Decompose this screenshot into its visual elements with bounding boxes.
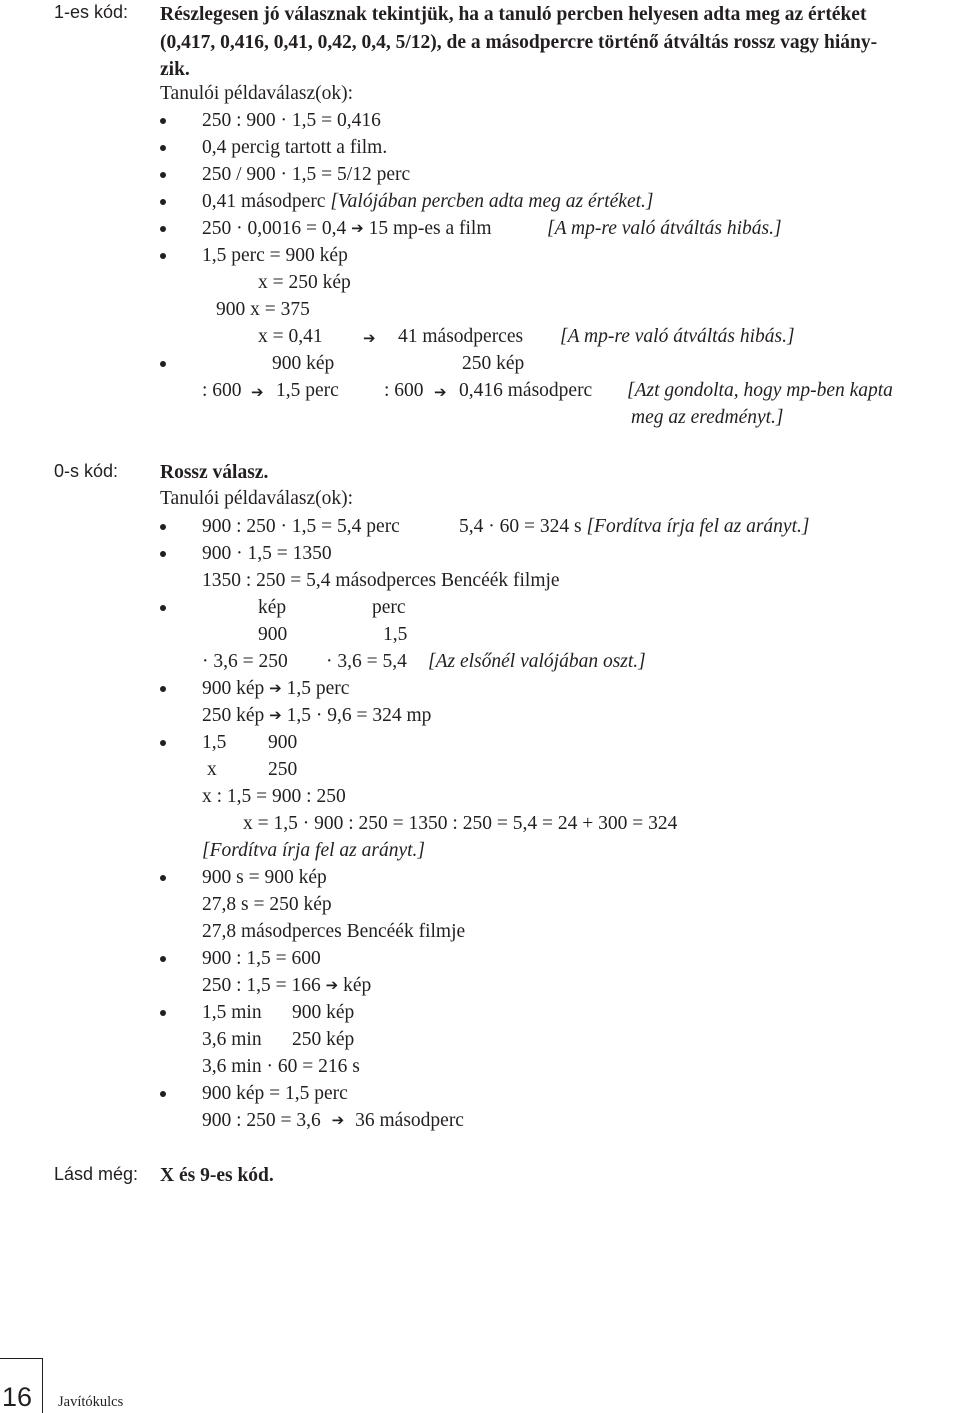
bullet-icon — [160, 172, 166, 178]
example-line: 900 kép — [292, 1002, 355, 1023]
arrow-right-icon: ➔ — [363, 329, 376, 347]
example-line: 0,4 percig tartott a film. — [202, 137, 388, 158]
bullet-icon — [160, 253, 166, 259]
example-line: x = 1,5 · 900 : 250 = 1350 : 250 = 5,4 = 24 + 300 = 324 — [243, 813, 678, 834]
example-line: · 3,6 = 5,4 — [326, 651, 407, 672]
bullet-icon — [160, 605, 166, 611]
footer-title: Javítókulcs — [58, 1394, 124, 1410]
example-line: 900 · 1,5 = 1350 — [202, 543, 332, 564]
bullet-icon — [160, 686, 166, 692]
footer-rule — [0, 1358, 42, 1359]
example-line: 0,416 másodperc — [459, 380, 593, 401]
bullet-icon — [160, 226, 166, 232]
footer-divider — [42, 1358, 43, 1413]
example-comment: [A mp-re való átváltás hibás.] — [560, 326, 795, 347]
example-line — [202, 702, 431, 729]
code-1-intro-line-2: (0,417, 0,416, 0,41, 0,42, 0,4, 5/12), de a másodpercre történő átváltás rossz vagy hiány- — [160, 32, 878, 53]
example-line: perc — [372, 597, 406, 618]
example-line: 900 kép — [272, 353, 335, 374]
bullet-icon — [160, 875, 166, 881]
example-line: 1350 : 250 = 5,4 másodperces Bencéék filmje — [202, 570, 560, 591]
example-text: 900 : 250 = 3,6 — [202, 1110, 321, 1131]
example-line: x — [207, 759, 217, 780]
bullet-icon — [160, 740, 166, 746]
bullet-icon — [160, 145, 166, 151]
example-comment: [Az elsőnél valójában oszt.] — [428, 651, 646, 672]
example-line: · 3,6 = 250 — [202, 651, 288, 672]
example-text: 1,5 perc — [286, 678, 350, 699]
example-line: : 600 — [384, 380, 424, 401]
page-number: 16 — [2, 1382, 33, 1412]
example-line: 1,5 perc = 900 kép — [202, 245, 348, 266]
example-text: kép — [343, 975, 372, 996]
example-line: 3,6 min — [202, 1029, 262, 1050]
example-line — [202, 972, 371, 999]
example-line: 900 x = 375 — [216, 299, 310, 320]
bullet-icon — [160, 551, 166, 557]
example-comment: [A mp-re való átváltás hibás.] — [547, 218, 782, 239]
code-1-examples-heading: Tanulói példaválasz(ok): — [160, 83, 354, 104]
example-line: 900 — [258, 624, 288, 645]
example-text: 250 · 0,0016 = 0,4 — [202, 218, 347, 239]
example-text: 250 : 1,5 = 166 — [202, 975, 321, 996]
example-line — [202, 188, 653, 215]
example-line — [202, 215, 492, 242]
example-text: 0,41 másodperc — [202, 191, 331, 212]
code-0-title: Rossz válasz. — [160, 462, 269, 483]
bullet-icon — [160, 361, 166, 367]
example-line: 250 : 900 · 1,5 = 0,416 — [202, 110, 381, 131]
example-line: 27,8 másodperces Bencéék filmje — [202, 921, 466, 942]
example-line: 1,5 — [202, 732, 227, 753]
example-text: 15 mp-es a film — [368, 218, 492, 239]
example-line: : 600 — [202, 380, 242, 401]
arrow-right-icon: ➔ — [434, 383, 447, 401]
example-line: 900 s = 900 kép — [202, 867, 327, 888]
example-line: 250 / 900 · 1,5 = 5/12 perc — [202, 164, 411, 185]
example-line — [459, 513, 809, 540]
arrow-right-icon: ➔ — [269, 706, 282, 724]
example-text: 900 kép — [202, 678, 265, 699]
arrow-right-icon: ➔ — [251, 383, 264, 401]
bullet-icon — [160, 524, 166, 530]
example-comment: meg az eredményt.] — [631, 407, 784, 428]
example-line: x = 0,41 — [258, 326, 323, 347]
example-line: 250 kép — [292, 1029, 355, 1050]
example-line: 900 : 1,5 = 600 — [202, 948, 321, 969]
code-1-intro-line-1: Részlegesen jó válasznak tekintjük, ha a tanuló percben helyesen adta meg az értéket — [160, 4, 867, 25]
example-text: 1,5 · 9,6 = 324 mp — [286, 705, 432, 726]
example-comment: [Fordítva írja fel az arányt.] — [586, 516, 810, 537]
example-line: kép — [258, 597, 287, 618]
bullet-icon — [160, 1010, 166, 1016]
example-line: 1,5 min — [202, 1002, 262, 1023]
example-comment: [Valójában percben adta meg az értéket.] — [330, 191, 654, 212]
code-1-label: 1-es kód: — [54, 2, 129, 22]
see-also-label: Lásd még: — [54, 1164, 139, 1184]
example-comment: [Azt gondolta, hogy mp-ben kapta — [627, 380, 893, 401]
example-text: 5,4 · 60 = 324 s — [459, 516, 587, 537]
code-0-examples-heading: Tanulói példaválasz(ok): — [160, 488, 354, 509]
arrow-right-icon: ➔ — [325, 976, 339, 994]
arrow-right-icon: ➔ — [351, 219, 364, 237]
example-text: 36 másodperc — [355, 1110, 464, 1131]
example-line — [202, 675, 349, 702]
example-line: 900 kép = 1,5 perc — [202, 1083, 348, 1104]
bullet-icon — [160, 118, 166, 124]
example-line — [202, 1107, 464, 1134]
see-also-text: X és 9-es kód. — [160, 1165, 274, 1186]
example-line: 900 : 250 · 1,5 = 5,4 perc — [202, 516, 400, 537]
arrow-right-icon: ➔ — [331, 1111, 345, 1129]
example-line: 27,8 s = 250 kép — [202, 894, 332, 915]
example-line: 900 — [268, 732, 298, 753]
example-line: 1,5 perc — [276, 380, 339, 401]
code-1-intro-line-3: zik. — [160, 59, 190, 80]
example-line: x : 1,5 = 900 : 250 — [202, 786, 346, 807]
arrow-right-icon: ➔ — [269, 679, 282, 697]
example-line: 250 kép — [462, 353, 525, 374]
bullet-icon — [160, 199, 166, 205]
code-0-label: 0-s kód: — [54, 461, 119, 481]
bullet-icon — [160, 956, 166, 962]
example-line: 3,6 min · 60 = 216 s — [202, 1056, 360, 1077]
example-line: x = 250 kép — [258, 272, 351, 293]
example-comment: [Fordítva írja fel az arányt.] — [202, 840, 425, 861]
example-line: 1,5 — [383, 624, 408, 645]
example-line: 250 — [268, 759, 298, 780]
bullet-icon — [160, 1091, 166, 1097]
example-line: 41 másodperces — [398, 326, 524, 347]
example-text: 250 kép — [202, 705, 265, 726]
